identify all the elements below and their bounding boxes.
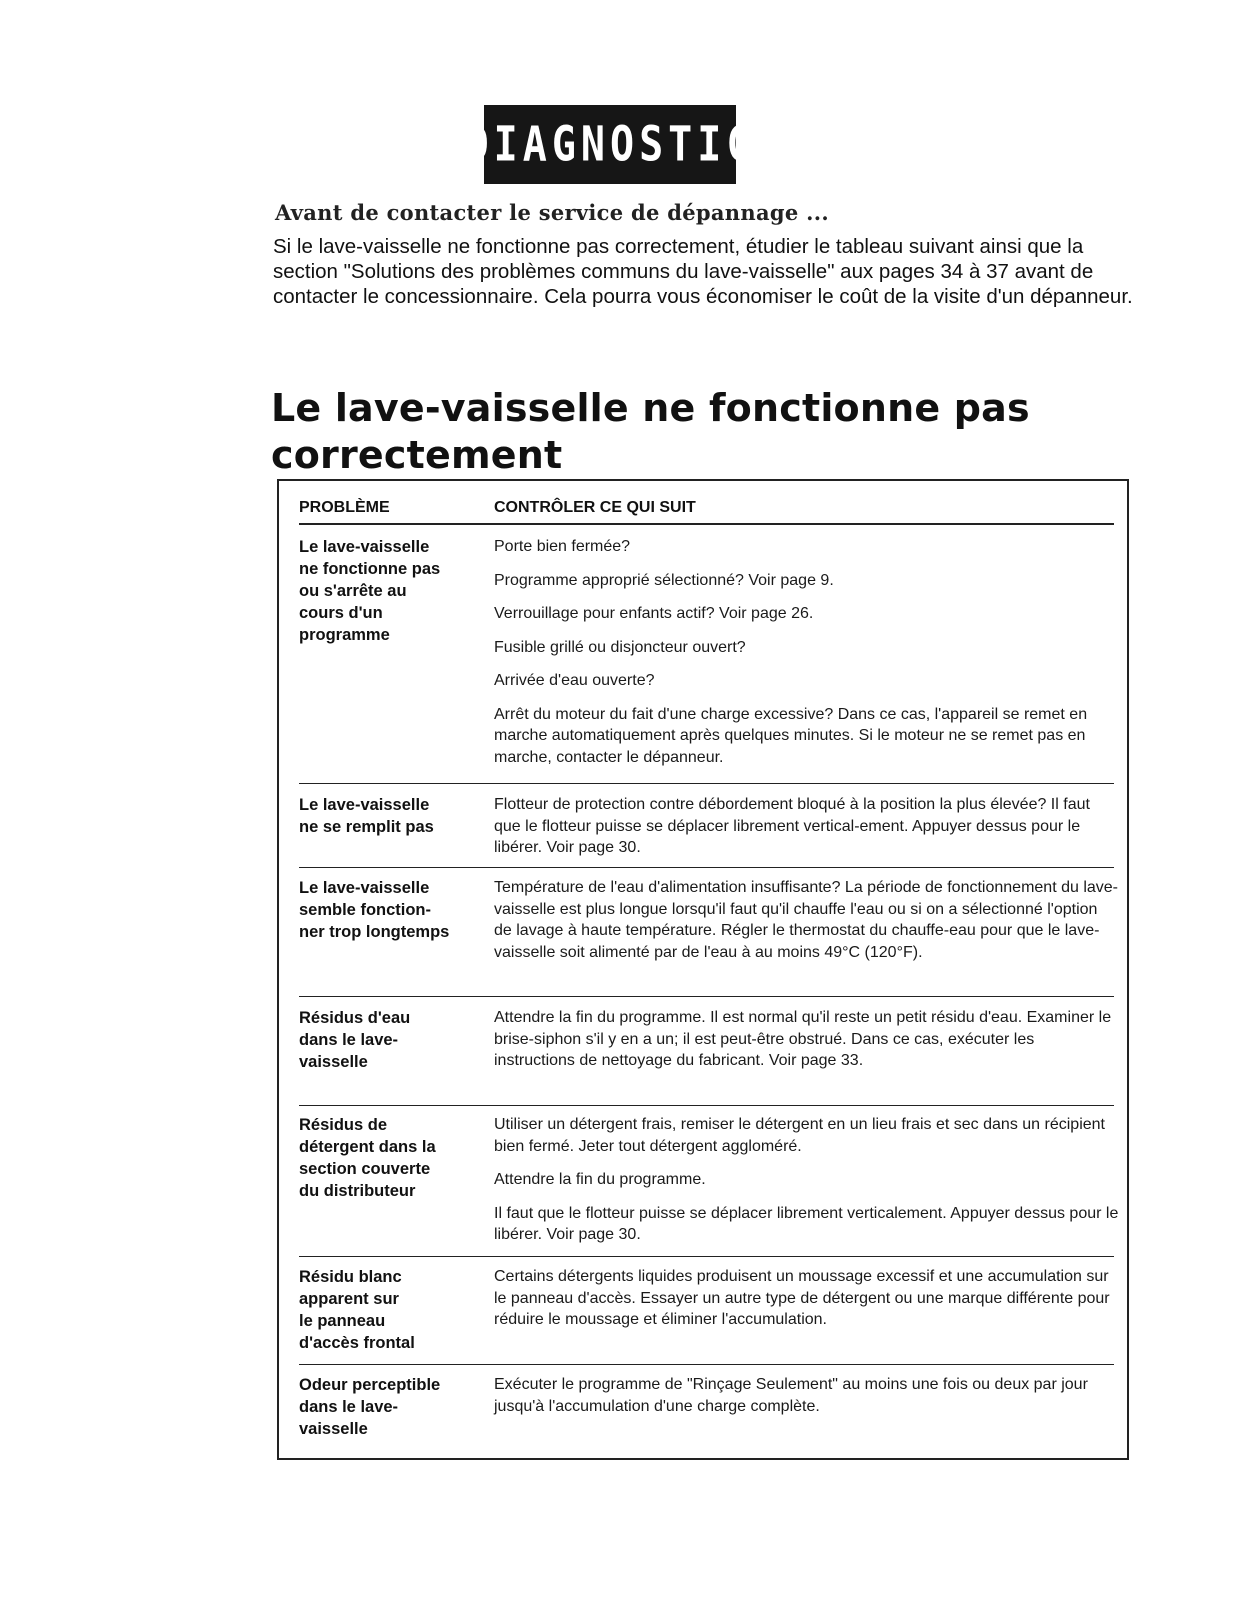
diagnostic-banner	[464, 105, 756, 184]
check-item: Exécuter le programme de "Rinçage Seulement" au moins une fois ou deux par jour jusqu'à l'accumulation d'une charge complète.	[494, 1376, 1088, 1415]
check-item: Attendre la fin du programme. Il est normal qu'il reste un petit résidu d'eau. Examiner le brise-siphon s'il y en a un; il est peut-être obstrué. Dans ce cas, exécuter les instructions de nettoyage du fabricant. Voir page 33.	[494, 1009, 1112, 1069]
table-row	[299, 1007, 1114, 1106]
row-problem: Résidu blanc apparent sur le panneau d'accès frontal	[299, 1268, 415, 1352]
row-problem: Résidus de détergent dans la section couverte du distributeur	[299, 1116, 436, 1200]
check-item: Température de l'eau d'alimentation insuffisante? La période de fonctionnement du lave-vaisselle est plus longue lorsqu'il faut qu'il chauffe l'eau ou si on a sélectionné l'option de lavage à haute température. Régler le thermostat du chauffe-eau pour que le lave-vaisselle soit alimenté par de l'eau à au moins 49°C (120°F).	[494, 879, 1118, 961]
check-item: Programme approprié sélectionné? Voir page 9.	[494, 571, 834, 589]
row-problem: Le lave-vaisselle ne fonctionne pas ou s'arrête au cours d'un programme	[299, 538, 441, 644]
section-title: Le lave-vaisselle ne fonctionne pas correctement	[271, 386, 1030, 477]
check-item: Certains détergents liquides produisent un moussage excessif et une accumulation sur le panneau d'accès. Essayer un autre type de détergent ou une marque différente pour réduire le moussage et éliminer l'accumulation.	[494, 1268, 1110, 1328]
row-checks	[494, 1266, 1119, 1331]
check-item: Il faut que le flotteur puisse se déplacer librement verticalement. Appuyer dessus pour le libérer. Voir page 30.	[494, 1204, 1119, 1243]
header-problem: PROBLÈME	[299, 499, 390, 516]
check-item: Arrêt du moteur du fait d'une charge excessive? Dans ce cas, l'appareil se remet en marche automatiquement après quelques minutes. Si le moteur ne se remet pas en marche, contacter le dépanneur.	[494, 705, 1088, 766]
intro-paragraph: Si le lave-vaisselle ne fonctionne pas correctement, étudier le tableau suivant ainsi que la section "Solutions des problèmes communs du lave-vaisselle" aux pages 34 à 37 avant de contacter le concessionnaire. Cela pourra vous économiser le coût de la visite d'un dépanneur.	[273, 235, 1133, 308]
row-problem: Le lave-vaisselle semble fonction- ner trop longtemps	[299, 879, 450, 941]
check-item: Attendre la fin du programme.	[494, 1171, 706, 1188]
row-problem: Résidus d'eau dans le lave- vaisselle	[299, 1009, 411, 1071]
table-row	[299, 877, 1118, 997]
check-item: Fusible grillé ou disjoncteur ouvert?	[494, 638, 746, 656]
row-checks	[494, 794, 1119, 859]
row-checks	[494, 877, 1119, 963]
table-row	[299, 1266, 1114, 1365]
row-checks	[494, 1114, 1119, 1246]
table-row	[299, 536, 1114, 784]
intro-heading: Avant de contacter le service de dépannage ...	[275, 200, 829, 225]
check-item: Arrivée d'eau ouverte?	[494, 672, 655, 689]
check-item: Verrouillage pour enfants actif? Voir page 26.	[494, 605, 814, 622]
table-header	[299, 497, 1114, 525]
row-checks	[494, 1007, 1119, 1072]
row-checks	[494, 1374, 1119, 1417]
row-checks	[494, 536, 1119, 768]
table-row	[299, 1114, 1119, 1257]
check-item: Flotteur de protection contre débordement bloqué à la position la plus élevée? Il faut que le flotteur puisse se déplacer librement vertical-ement. Appuyer dessus pour le libérer. Voir page 30.	[494, 796, 1090, 856]
check-item: Utiliser un détergent frais, remiser le détergent en un lieu frais et sec dans un récipient bien fermé. Jeter tout détergent aggloméré.	[494, 1116, 1105, 1155]
row-problem: Odeur perceptible dans le lave- vaisselle	[299, 1376, 441, 1438]
table-row	[299, 794, 1114, 868]
banner-label: DIAGNOSTIC	[464, 116, 756, 173]
check-item: Porte bien fermée?	[494, 538, 631, 555]
table-row	[299, 1374, 1114, 1446]
row-problem: Le lave-vaisselle ne se remplit pas	[299, 796, 434, 836]
header-check: CONTRÔLER CE QUI SUIT	[494, 499, 696, 516]
